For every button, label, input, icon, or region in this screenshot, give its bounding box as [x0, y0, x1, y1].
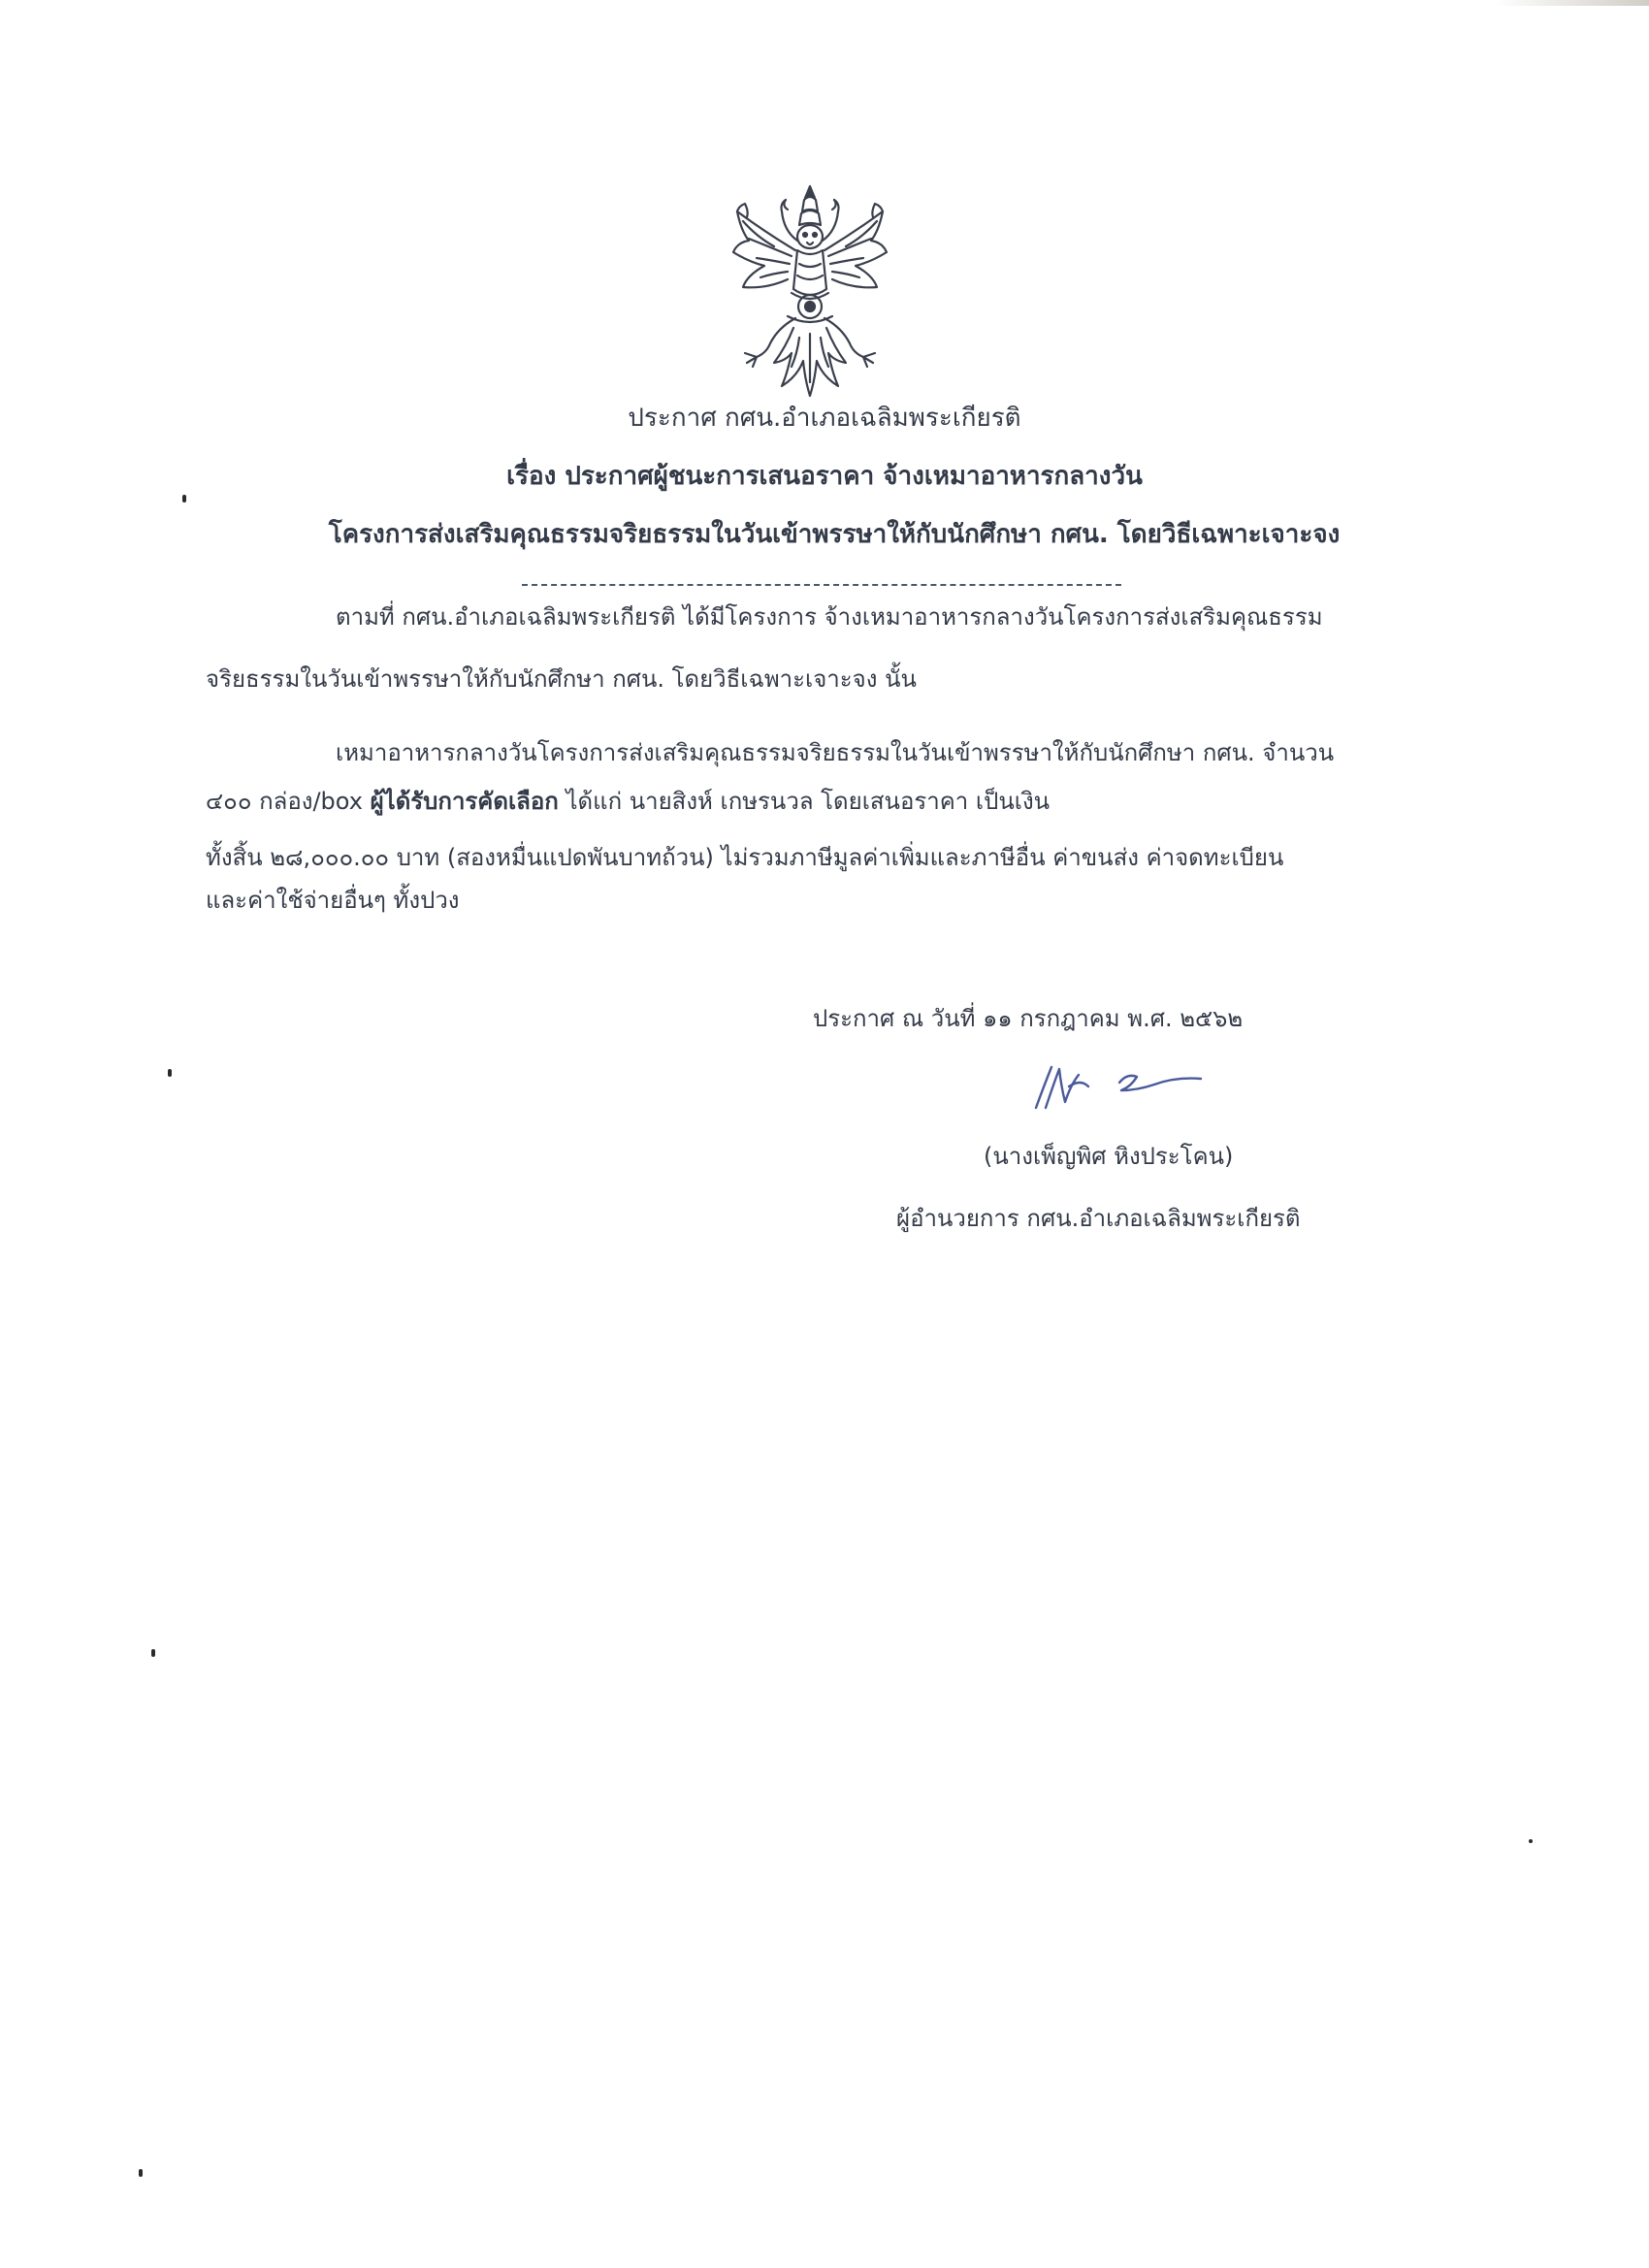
handwritten-signature-icon	[1030, 1057, 1214, 1116]
signer-title: ผู้อำนวยการ กศน.อำเภอเฉลิมพระเกียรติ	[896, 1205, 1301, 1232]
scan-edge	[1494, 0, 1649, 6]
issuer-heading: ประกาศ กศน.อำเภอเฉลิมพระเกียรติ	[628, 404, 1021, 433]
quantity-text: ๔๐๐ กล่อง/box	[206, 788, 371, 815]
announcement-date: ประกาศ ณ วันที่ ๑๑ กรกฎาคม พ.ศ. ๒๕๖๒	[813, 1005, 1244, 1032]
scan-speck	[151, 1649, 155, 1657]
paragraph-2-line-1: เหมาอาหารกลางวันโครงการส่งเสริมคุณธรรมจริยธรรมในวันเข้าพรรษาให้กับนักศึกษา กศน. จำนวน	[336, 739, 1335, 766]
paragraph-1-line-2: จริยธรรมในวันเข้าพรรษาให้กับนักศึกษา กศน. โดยวิธีเฉพาะเจาะจง นั้น	[206, 665, 917, 693]
heading-divider	[522, 584, 1121, 586]
signer-name: (นางเพ็ญพิศ หิงประโคน)	[984, 1143, 1234, 1170]
scan-speck	[168, 1069, 172, 1077]
scan-speck	[1529, 1839, 1533, 1843]
paragraph-1-line-1: ตามที่ กศน.อำเภอเฉลิมพระเกียรติ ได้มีโครงการ จ้างเหมาอาหารกลางวันโครงการส่งเสริมคุณธรรม	[336, 603, 1323, 631]
scan-speck	[139, 2169, 143, 2177]
project-heading: โครงการส่งเสริมคุณธรรมจริยธรรมในวันเข้าพรรษาให้กับนักศึกษา กศน. โดยวิธีเฉพาะเจาะจง	[328, 520, 1341, 549]
paragraph-2-line-4: และค่าใช้จ่ายอื่นๆ ทั้งปวง	[206, 887, 460, 914]
scan-speck	[182, 495, 186, 502]
paragraph-2-line-2	[206, 786, 1050, 817]
paragraph-2-line-3: ทั้งสิ้น ๒๘,๐๐๐.๐๐ บาท (สองหมื่นแปดพันบาทถ้วน) ไม่รวมภาษีมูลค่าเพิ่มและภาษีอื่น ค่าขนส่ง ค่าจดทะเบียน	[206, 844, 1284, 871]
selected-label: ผู้ได้รับการคัดเลือก	[370, 788, 559, 815]
subject-heading: เรื่อง ประกาศผู้ชนะการเสนอราคา จ้างเหมาอาหารกลางวัน	[506, 462, 1143, 491]
garuda-emblem-icon	[728, 182, 892, 401]
winner-text: ได้แก่ นายสิงห์ เกษรนวล โดยเสนอราคา เป็นเงิน	[558, 788, 1051, 815]
